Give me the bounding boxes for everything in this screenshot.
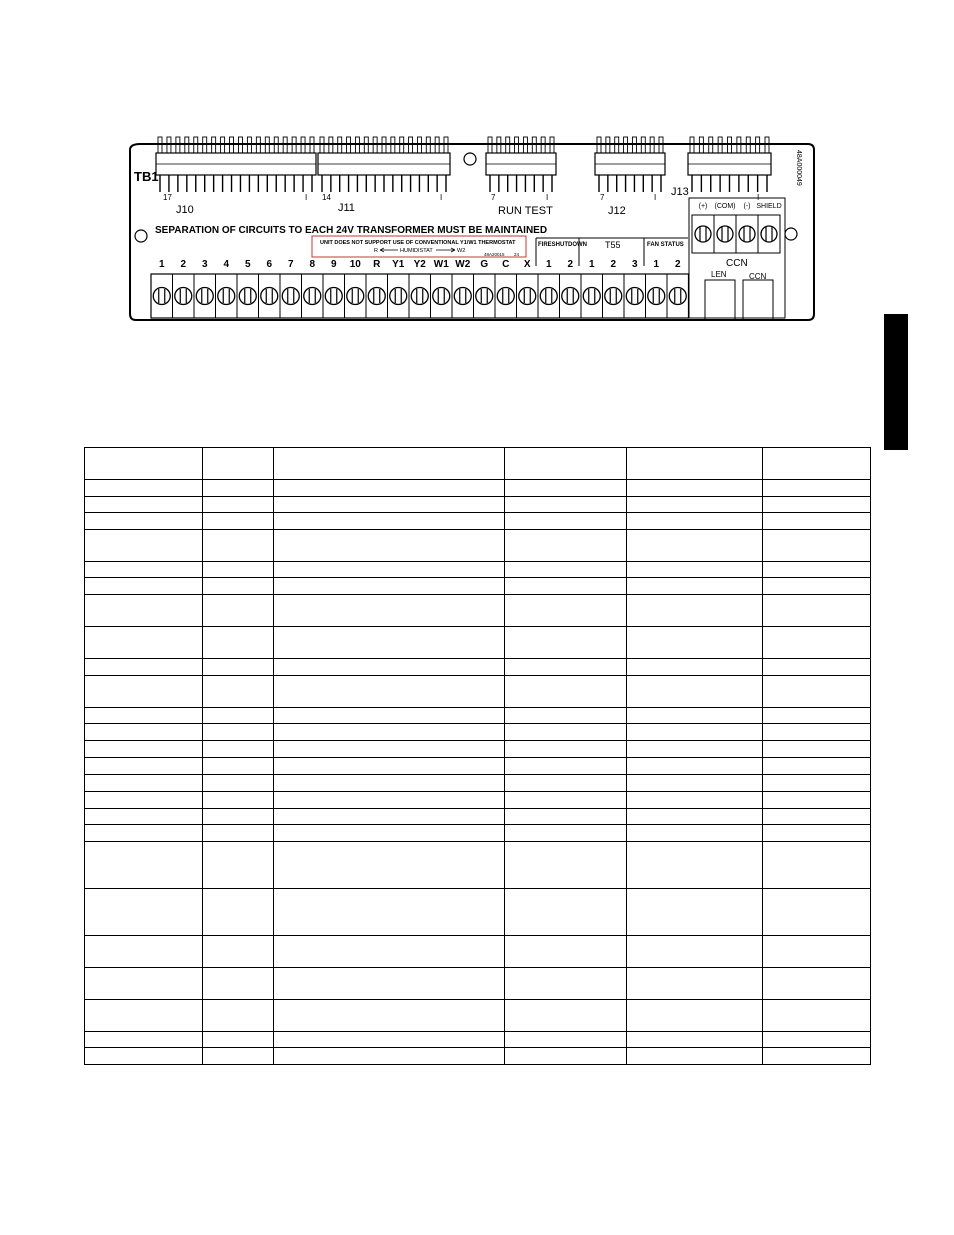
- ccn-port: [743, 280, 773, 320]
- blank-table: [84, 447, 871, 1065]
- table-cell: [505, 562, 627, 578]
- table-cell: [274, 792, 505, 809]
- terminal-screw: [562, 288, 579, 305]
- table-cell: [85, 842, 203, 889]
- table-cell: [627, 595, 763, 627]
- terminal-screw: [605, 288, 622, 305]
- table-cell: [505, 724, 627, 741]
- table-cell: [85, 659, 203, 676]
- terminal-label: 5: [244, 259, 251, 270]
- table-cell: [274, 889, 505, 936]
- table-cell: [85, 889, 203, 936]
- table-cell: [85, 595, 203, 627]
- table-cell: [85, 480, 203, 497]
- j11-last-pin: I: [440, 193, 443, 202]
- table-cell: [763, 659, 871, 676]
- ccn-screws: [692, 215, 780, 253]
- terminal-strip: [151, 274, 689, 318]
- terminal-label: 9: [330, 259, 337, 270]
- table-cell: [627, 676, 763, 708]
- header-connectors: [156, 137, 771, 192]
- terminal-screw: [282, 288, 299, 305]
- table-row: [85, 595, 871, 627]
- table-cell: [763, 708, 871, 724]
- table-cell: [763, 936, 871, 968]
- table-cell: [85, 1048, 203, 1065]
- table-cell: [505, 708, 627, 724]
- terminal-label: 6: [266, 259, 273, 270]
- terminal-screw: [175, 288, 192, 305]
- table-cell: [274, 595, 505, 627]
- table-cell: [627, 936, 763, 968]
- group-fan-status: FAN STATUS: [647, 242, 684, 248]
- table-row: [85, 659, 871, 676]
- table-cell: [85, 1000, 203, 1032]
- terminal-screw: [153, 288, 170, 305]
- table-cell: [505, 497, 627, 513]
- table-cell: [203, 480, 274, 497]
- table-cell: [627, 708, 763, 724]
- table-cell: [85, 530, 203, 562]
- table-cell: [763, 627, 871, 659]
- table-row: [85, 480, 871, 497]
- run-test-last-pin: I: [546, 193, 549, 202]
- table-cell: [763, 497, 871, 513]
- header-3: [486, 137, 556, 192]
- table-cell: [203, 825, 274, 842]
- table-row: [85, 448, 871, 480]
- table-cell: [763, 513, 871, 530]
- table-cell: [505, 792, 627, 809]
- table-cell: [505, 676, 627, 708]
- table-cell: [203, 809, 274, 825]
- mounting-hole-top: [464, 153, 476, 165]
- table-cell: [763, 578, 871, 595]
- table-cell: [85, 825, 203, 842]
- table-cell: [85, 627, 203, 659]
- table-cell: [85, 775, 203, 792]
- terminal-label: Y2: [413, 259, 426, 270]
- header-1: [156, 137, 316, 192]
- terminal-screw: [626, 288, 643, 305]
- j13-label: J13: [671, 186, 689, 198]
- note-w2: W2: [457, 248, 466, 254]
- terminal-label: Y1: [392, 259, 405, 270]
- table-cell: [203, 676, 274, 708]
- table-cell: [203, 724, 274, 741]
- terminal-label: 4: [223, 259, 230, 270]
- table-row: [85, 1032, 871, 1048]
- table-cell: [274, 578, 505, 595]
- table-cell: [203, 578, 274, 595]
- terminal-screw: [218, 288, 235, 305]
- table-row: [85, 889, 871, 936]
- table-cell: [505, 758, 627, 775]
- table-cell: [85, 968, 203, 1000]
- table-cell: [627, 480, 763, 497]
- table-cell: [505, 889, 627, 936]
- table-row: [85, 936, 871, 968]
- table-cell: [763, 968, 871, 1000]
- terminal-screw: [325, 288, 342, 305]
- table-row: [85, 741, 871, 758]
- header-5: [688, 137, 771, 192]
- table-cell: [274, 513, 505, 530]
- table-cell: [627, 530, 763, 562]
- table-cell: [203, 1048, 274, 1065]
- note-code: 48A20015: [484, 252, 505, 257]
- terminal-screw: [239, 288, 256, 305]
- ccn-terminal-labels: [699, 203, 782, 210]
- table-cell: [627, 578, 763, 595]
- terminal-screw: [669, 288, 686, 305]
- ccn-port-label: CCN: [749, 272, 767, 281]
- table-cell: [274, 659, 505, 676]
- terminal-screw: [411, 288, 428, 305]
- note-humidistat: HUMIDISTAT: [400, 248, 433, 254]
- table-cell: [627, 724, 763, 741]
- table-cell: [627, 758, 763, 775]
- terminal-label: 2: [674, 259, 681, 270]
- table-row: [85, 578, 871, 595]
- table-cell: [203, 627, 274, 659]
- table-row: [85, 1048, 871, 1065]
- table-cell: [274, 448, 505, 480]
- section-tab: [884, 314, 908, 450]
- table-cell: [763, 792, 871, 809]
- terminal-board-diagram: [0, 0, 954, 340]
- table-cell: [85, 497, 203, 513]
- ccn-terminal-label: (COM): [714, 203, 736, 210]
- terminal-label: 1: [545, 259, 552, 270]
- table-cell: [763, 448, 871, 480]
- table-cell: [203, 513, 274, 530]
- j10-first-pin: 17: [163, 193, 172, 202]
- terminal-label: 10: [349, 259, 361, 270]
- table-row: [85, 758, 871, 775]
- table-cell: [203, 497, 274, 513]
- table-cell: [627, 1032, 763, 1048]
- table-cell: [505, 448, 627, 480]
- table-cell: [85, 708, 203, 724]
- terminal-label: 2: [610, 259, 617, 270]
- ccn-screw: [739, 226, 755, 242]
- j13-last-pin: I: [757, 193, 760, 202]
- terminal-label: 2: [180, 259, 187, 270]
- ccn-terminal-label: (-): [743, 203, 751, 210]
- table-cell: [85, 741, 203, 758]
- table-cell: [274, 758, 505, 775]
- table-cell: [85, 513, 203, 530]
- table-cell: [274, 530, 505, 562]
- terminal-label: G: [480, 259, 489, 270]
- thermostat-note: UNIT DOES NOT SUPPORT USE OF CONVENTIONAL Y1/W1 THERMOSTAT: [320, 240, 516, 246]
- note-arrow-right: [436, 248, 455, 252]
- terminal-screw: [454, 288, 471, 305]
- ccn-screw: [695, 226, 711, 242]
- table-cell: [763, 825, 871, 842]
- table-cell: [203, 741, 274, 758]
- table-row: [85, 627, 871, 659]
- table-row: [85, 676, 871, 708]
- table-cell: [763, 842, 871, 889]
- len-port: [705, 280, 735, 320]
- table-cell: [203, 1000, 274, 1032]
- table-cell: [763, 1032, 871, 1048]
- table-row: [85, 562, 871, 578]
- table-cell: [85, 1032, 203, 1048]
- terminal-screw: [347, 288, 364, 305]
- table-cell: [505, 825, 627, 842]
- table-cell: [203, 792, 274, 809]
- len-port-label: LEN: [711, 270, 727, 279]
- table-cell: [627, 809, 763, 825]
- table-cell: [274, 825, 505, 842]
- table-cell: [505, 842, 627, 889]
- terminal-screw: [540, 288, 557, 305]
- table-cell: [203, 595, 274, 627]
- table-cell: [627, 1048, 763, 1065]
- table-cell: [203, 708, 274, 724]
- table-cell: [203, 758, 274, 775]
- terminal-screw: [476, 288, 493, 305]
- table-cell: [203, 889, 274, 936]
- table-cell: [505, 578, 627, 595]
- table-cell: [203, 936, 274, 968]
- table-cell: [203, 448, 274, 480]
- table-cell: [203, 1032, 274, 1048]
- table-cell: [274, 724, 505, 741]
- terminal-label: W2: [455, 259, 471, 270]
- ccn-screw: [761, 226, 777, 242]
- table-cell: [763, 775, 871, 792]
- j11-label: J11: [338, 202, 355, 214]
- table-cell: [627, 448, 763, 480]
- table-cell: [505, 968, 627, 1000]
- terminal-label: 1: [588, 259, 595, 270]
- table-cell: [763, 889, 871, 936]
- table-cell: [85, 724, 203, 741]
- terminal-label: W1: [433, 259, 449, 270]
- board-label: TB1: [134, 169, 159, 184]
- table-cell: [627, 775, 763, 792]
- table-cell: [763, 480, 871, 497]
- table-row: [85, 968, 871, 1000]
- terminal-screw: [196, 288, 213, 305]
- j10-label: J10: [176, 204, 194, 216]
- table-cell: [763, 758, 871, 775]
- note-rev: 24: [514, 252, 520, 257]
- table-row: [85, 842, 871, 889]
- table-cell: [505, 627, 627, 659]
- table-cell: [85, 809, 203, 825]
- table-cell: [505, 1032, 627, 1048]
- terminal-screw: [497, 288, 514, 305]
- table-cell: [763, 562, 871, 578]
- terminal-label: 8: [309, 259, 316, 270]
- header-4: [595, 137, 665, 192]
- table-cell: [203, 530, 274, 562]
- header-2: [318, 137, 450, 192]
- table-row: [85, 825, 871, 842]
- table-cell: [627, 562, 763, 578]
- terminal-screw: [583, 288, 600, 305]
- terminal-label: 3: [631, 259, 638, 270]
- ccn-screw: [717, 226, 733, 242]
- table-cell: [627, 659, 763, 676]
- table-cell: [505, 775, 627, 792]
- table-row: [85, 1000, 871, 1032]
- table-cell: [85, 758, 203, 775]
- table-cell: [505, 480, 627, 497]
- terminal-screw: [261, 288, 278, 305]
- mounting-hole-right: [785, 228, 797, 240]
- table-cell: [85, 448, 203, 480]
- table-cell: [627, 1000, 763, 1032]
- table-cell: [627, 792, 763, 809]
- table-cell: [85, 578, 203, 595]
- table-cell: [203, 842, 274, 889]
- table-cell: [274, 842, 505, 889]
- terminal-screw: [304, 288, 321, 305]
- table-cell: [627, 968, 763, 1000]
- j12-label: J12: [608, 205, 626, 217]
- table-cell: [274, 676, 505, 708]
- table-cell: [274, 1032, 505, 1048]
- j10-last-pin: I: [305, 193, 308, 202]
- note-r: R: [374, 248, 378, 254]
- table-cell: [763, 741, 871, 758]
- table-row: [85, 497, 871, 513]
- table-cell: [505, 659, 627, 676]
- table-row: [85, 513, 871, 530]
- terminal-label: 3: [201, 259, 208, 270]
- table-row: [85, 809, 871, 825]
- terminal-label: X: [523, 259, 531, 270]
- table-cell: [85, 792, 203, 809]
- ccn-terminal-label: (+): [698, 203, 708, 210]
- table-cell: [203, 775, 274, 792]
- table-cell: [274, 1000, 505, 1032]
- j12-last-pin: I: [654, 193, 657, 202]
- table-cell: [505, 595, 627, 627]
- table-cell: [627, 497, 763, 513]
- table-row: [85, 708, 871, 724]
- table-cell: [274, 968, 505, 1000]
- table-cell: [274, 562, 505, 578]
- table-cell: [763, 809, 871, 825]
- table-cell: [505, 741, 627, 758]
- table-cell: [274, 809, 505, 825]
- group-t55: T55: [605, 240, 621, 250]
- ccn-terminal-label: SHIELD: [756, 203, 782, 210]
- run-test-first-pin: 7: [491, 193, 496, 202]
- table-row: [85, 530, 871, 562]
- table-cell: [505, 1048, 627, 1065]
- table-row: [85, 792, 871, 809]
- warning-text: SEPARATION OF CIRCUITS TO EACH 24V TRANSFORMER MUST BE MAINTAINED: [155, 225, 548, 236]
- table-cell: [505, 936, 627, 968]
- terminal-screw: [390, 288, 407, 305]
- terminal-screw: [433, 288, 450, 305]
- terminal-label: 1: [158, 259, 165, 270]
- table-cell: [627, 627, 763, 659]
- j12-first-pin: 7: [600, 193, 605, 202]
- part-number: 48A000049: [795, 150, 802, 186]
- table-cell: [85, 562, 203, 578]
- terminal-label: R: [373, 259, 381, 270]
- table-cell: [505, 809, 627, 825]
- terminal-labels: [159, 259, 681, 270]
- run-test-label: RUN TEST: [498, 205, 553, 217]
- table-cell: [627, 741, 763, 758]
- table-cell: [274, 497, 505, 513]
- table-cell: [763, 724, 871, 741]
- table-cell: [763, 676, 871, 708]
- table-cell: [85, 676, 203, 708]
- terminal-label: 1: [653, 259, 660, 270]
- table-cell: [763, 1048, 871, 1065]
- table-cell: [85, 936, 203, 968]
- terminal-label: C: [502, 259, 510, 270]
- table-cell: [763, 1000, 871, 1032]
- table-row: [85, 724, 871, 741]
- table-cell: [274, 708, 505, 724]
- table-cell: [203, 659, 274, 676]
- ccn-label: CCN: [726, 258, 748, 269]
- table-cell: [203, 562, 274, 578]
- terminal-screw: [648, 288, 665, 305]
- group-fireshutdown: FIRESHUTDOWN: [538, 242, 587, 248]
- terminal-label: 2: [567, 259, 574, 270]
- note-arrow-left: [380, 248, 398, 252]
- table-cell: [274, 1048, 505, 1065]
- terminal-screw: [368, 288, 385, 305]
- terminal-label: 7: [287, 259, 294, 270]
- terminal-screw: [519, 288, 536, 305]
- mounting-hole-left: [135, 230, 147, 242]
- j11-first-pin: 14: [322, 193, 331, 202]
- table-cell: [274, 741, 505, 758]
- table-cell: [627, 825, 763, 842]
- table-cell: [274, 480, 505, 497]
- table-cell: [627, 889, 763, 936]
- table-cell: [505, 513, 627, 530]
- table-cell: [505, 530, 627, 562]
- table-cell: [203, 968, 274, 1000]
- table-cell: [274, 775, 505, 792]
- table-cell: [763, 530, 871, 562]
- table-cell: [763, 595, 871, 627]
- table-cell: [274, 627, 505, 659]
- table-cell: [627, 513, 763, 530]
- table-cell: [274, 936, 505, 968]
- table-cell: [505, 1000, 627, 1032]
- table-cell: [627, 842, 763, 889]
- table-row: [85, 775, 871, 792]
